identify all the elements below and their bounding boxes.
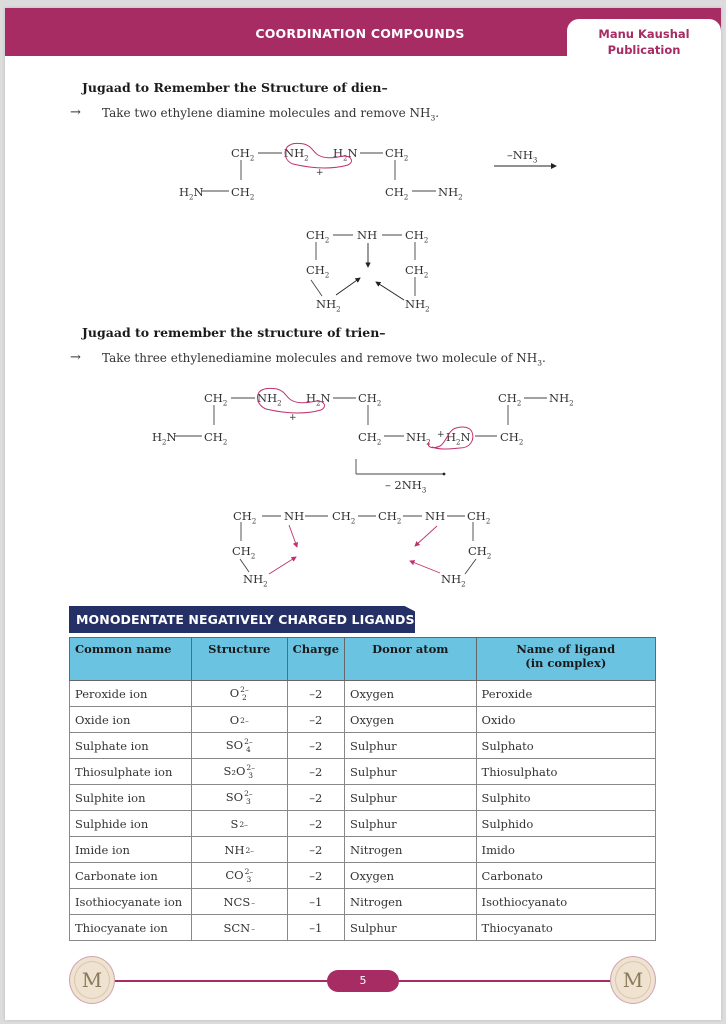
cell-ligand-name: Sulphito: [476, 785, 655, 811]
subscript: 2: [458, 193, 463, 202]
subscript: 2: [350, 517, 356, 526]
cell-charge: –2: [287, 785, 344, 811]
dien-ch2-a: [231, 146, 255, 163]
trien-plus-1: +: [289, 413, 297, 423]
cell-ligand-name: Isothiocyanato: [476, 889, 655, 915]
formula-part: 2–: [246, 762, 255, 772]
formula-part: 2–: [244, 788, 253, 798]
publisher-label: [567, 26, 721, 58]
dien-prod-nh2-1: [316, 297, 341, 314]
chem-atom: N: [347, 146, 358, 160]
chem-atom: NH: [243, 572, 264, 586]
dien-prod-ch2-1: [306, 228, 330, 245]
chem-atom: CH: [405, 228, 424, 242]
dien-nh2-d: [438, 185, 463, 202]
subscript: 2: [426, 438, 431, 447]
cell-ligand-name: Thiocyanato: [476, 915, 655, 941]
subscript: 2: [336, 305, 341, 314]
chem-atom: CH: [358, 430, 377, 444]
chem-atom: NH: [441, 572, 462, 586]
formula-part: 4: [245, 744, 251, 754]
chem-atom: CH: [358, 391, 377, 405]
trien-nh2-a: [257, 391, 282, 408]
dien-nh2-a: [284, 146, 309, 163]
chem-atom: CH: [231, 185, 250, 199]
cell-common-name: Peroxide ion: [70, 681, 192, 707]
table-row: [70, 863, 656, 889]
dien-heading: Jugaad to Remember the Structure of dien–: [82, 80, 388, 95]
table-row: [70, 785, 656, 811]
trien-heading: Jugaad to remember the structure of trien–: [82, 325, 386, 340]
trien-prod-nh-2: NH: [425, 509, 446, 523]
chem-atom: CH: [204, 391, 223, 405]
subscript: 2: [304, 154, 309, 163]
chem-atom: NH: [406, 430, 427, 444]
dien-instruction-text: Take two ethylene diamine molecules and remove NH: [102, 106, 431, 120]
cell-common-name: Thiocyanate ion: [70, 915, 192, 941]
subscript: 2: [249, 154, 255, 163]
cell-ligand-name: Carbonato: [476, 863, 655, 889]
subscript: 2: [461, 580, 466, 589]
chem-atom: H: [306, 391, 317, 405]
subscript: 2: [396, 517, 402, 526]
dien-ch2-b: [385, 146, 409, 163]
table-row: [70, 759, 656, 785]
cell-structure: SO 2– 3: [191, 785, 287, 811]
subscript: 2: [189, 193, 194, 202]
cell-ligand-name: Thiosulphato: [476, 759, 655, 785]
publisher-seal-icon: M: [69, 956, 115, 1004]
cell-common-name: Thiosulphate ion: [70, 759, 192, 785]
trien-ch2-f: [498, 391, 522, 408]
dien-prod-ch2-4: [405, 263, 429, 280]
subscript: 2: [376, 399, 382, 408]
cell-structure: NCS –: [191, 889, 287, 915]
dien-prod-ch2-2: [405, 228, 429, 245]
trien-reaction-label: [385, 478, 427, 495]
cell-donor-atom: Sulphur: [345, 759, 477, 785]
chem-atom: –NH: [507, 148, 533, 162]
cell-donor-atom: Nitrogen: [345, 837, 477, 863]
cell-structure: SCN –: [191, 915, 287, 941]
cell-ligand-name: Oxido: [476, 707, 655, 733]
subscript: 2: [251, 517, 257, 526]
subscript: 2: [403, 193, 409, 202]
dien-instruction: [102, 106, 440, 123]
subscript: 2: [222, 438, 228, 447]
trien-h2n-b: [306, 391, 331, 408]
subscript: 3: [430, 113, 436, 123]
table-row: [70, 681, 656, 707]
chem-atom: – 2NH: [385, 478, 422, 492]
cell-structure: S₂O 2– 3: [191, 759, 287, 785]
dien-h2n-a: [179, 185, 204, 202]
formula-part: 2–: [240, 715, 249, 725]
cell-donor-atom: Oxygen: [345, 863, 477, 889]
dien-prod-nh2-2: [405, 297, 430, 314]
trien-prod-ch2-5: [232, 544, 256, 561]
cell-structure: CO 2– 3: [191, 863, 287, 889]
formula-part: 2–: [239, 819, 248, 829]
dien-reaction-label: [507, 148, 538, 165]
chem-atom: N: [166, 430, 177, 444]
chem-atom: CH: [405, 263, 424, 277]
subscript: 2: [222, 399, 228, 408]
chem-atom: H: [446, 430, 457, 444]
chapter-title: COORDINATION COMPOUNDS: [255, 26, 465, 41]
dien-ch2-d: [385, 185, 409, 202]
cell-structure: O 2–: [191, 707, 287, 733]
dien-prod-nh: NH: [357, 228, 378, 242]
subscript: 2: [250, 552, 256, 561]
formula-part: 2: [242, 692, 247, 702]
subscript: 2: [277, 399, 282, 408]
chem-atom: CH: [385, 146, 404, 160]
trien-instruction-text: Take three ethylenediamine molecules and remove two molecule of NH: [102, 351, 538, 365]
trien-prod-ch2-3: [378, 509, 402, 526]
section-title: MONODENTATE NEGATIVELY CHARGED LIGANDS: [76, 612, 415, 627]
table-row: [70, 837, 656, 863]
period: .: [541, 351, 546, 365]
chem-atom: CH: [378, 509, 397, 523]
formula-part: 3: [246, 874, 252, 884]
cell-donor-atom: Oxygen: [345, 681, 477, 707]
cell-donor-atom: Oxygen: [345, 707, 477, 733]
cell-common-name: Oxide ion: [70, 707, 192, 733]
cell-charge: –2: [287, 837, 344, 863]
formula-part: [239, 821, 248, 829]
chem-atom: CH: [332, 509, 351, 523]
cell-charge: –2: [287, 681, 344, 707]
cell-donor-atom: Sulphur: [345, 733, 477, 759]
subscript: 2: [423, 271, 429, 280]
cell-ligand-name: Imido: [476, 837, 655, 863]
cell-donor-atom: Sulphur: [345, 811, 477, 837]
formula-part: [240, 686, 249, 702]
chem-atom: H: [333, 146, 344, 160]
chem-atom: CH: [204, 430, 223, 444]
subscript: 3: [537, 358, 542, 368]
cell-structure: O 2– 2: [191, 681, 287, 707]
cell-charge: –2: [287, 863, 344, 889]
cell-ligand-name: Sulphato: [476, 733, 655, 759]
chem-atom: N: [460, 430, 471, 444]
table-row: [70, 915, 656, 941]
trien-ch2-a: [204, 391, 228, 408]
period: .: [435, 106, 440, 120]
formula-part: [240, 717, 249, 725]
subscript: 2: [423, 236, 429, 245]
cell-common-name: Sulphide ion: [70, 811, 192, 837]
formula-part: 3: [245, 796, 251, 806]
chem-atom: CH: [306, 228, 325, 242]
table-row: [70, 707, 656, 733]
col-ligand-name: [476, 638, 655, 681]
formula-part: 2–: [245, 845, 255, 855]
trien-prod-ch2-4: [467, 509, 491, 526]
trien-nh2-d: [406, 430, 431, 447]
formula-part: [251, 925, 255, 933]
chem-atom: CH: [467, 509, 486, 523]
subscript: 2: [343, 154, 348, 163]
trien-prod-ch2-2: [332, 509, 356, 526]
table-row: [70, 811, 656, 837]
subscript: 2: [324, 236, 330, 245]
chem-atom: N: [320, 391, 331, 405]
cell-charge: –2: [287, 707, 344, 733]
subscript: 2: [376, 438, 382, 447]
formula-part: [244, 738, 253, 754]
cell-donor-atom: Nitrogen: [345, 889, 477, 915]
subscript: 3: [532, 156, 538, 165]
trien-prod-nh2-2: [441, 572, 466, 589]
trien-prod-ch2-1: [233, 509, 257, 526]
cell-charge: –1: [287, 915, 344, 941]
formula-part: [245, 868, 254, 884]
publisher-line-1: Manu Kaushal: [598, 27, 690, 41]
trien-nh2-f: [549, 391, 574, 408]
dien-h2n-b: [333, 146, 358, 163]
chem-atom: NH: [257, 391, 278, 405]
trien-h2n-e: [446, 430, 471, 447]
dien-ch2-c: [231, 185, 255, 202]
cell-common-name: Imide ion: [70, 837, 192, 863]
table-row: [70, 733, 656, 759]
chem-atom: CH: [233, 509, 252, 523]
subscript: 2: [324, 271, 330, 280]
trien-ch2-d: [358, 430, 382, 447]
cell-common-name: Sulphate ion: [70, 733, 192, 759]
col-structure: Structure: [191, 638, 287, 681]
subscript: 2: [316, 399, 321, 408]
bullet-arrow-icon: →: [70, 105, 81, 120]
trien-plus-2: +: [437, 430, 445, 440]
chem-atom: NH: [438, 185, 459, 199]
cell-charge: –2: [287, 733, 344, 759]
chem-atom: CH: [385, 185, 404, 199]
cell-donor-atom: Sulphur: [345, 785, 477, 811]
page-number: 5: [327, 970, 399, 992]
chem-atom: CH: [306, 263, 325, 277]
cell-charge: –2: [287, 811, 344, 837]
dien-prod-ch2-3: [306, 263, 330, 280]
chem-atom: H: [179, 185, 190, 199]
formula-part: Name of ligand: [516, 642, 616, 656]
subscript: 2: [486, 552, 492, 561]
publisher-line-2: Publication: [607, 43, 681, 57]
formula-part: 2–: [244, 736, 253, 746]
chem-atom: NH: [316, 297, 337, 311]
trien-prod-nh-1: NH: [284, 509, 305, 523]
formula-part: [244, 790, 253, 806]
subscript: 2: [569, 399, 574, 408]
chem-atom: CH: [468, 544, 487, 558]
subscript: 2: [249, 193, 255, 202]
formula-part: [251, 899, 255, 907]
cell-charge: –2: [287, 759, 344, 785]
publisher-seal-icon: M: [610, 956, 656, 1004]
col-charge: Charge: [287, 638, 344, 681]
cell-common-name: Isothiocyanate ion: [70, 889, 192, 915]
subscript: 2: [425, 305, 430, 314]
subscript: 2: [456, 438, 461, 447]
cell-common-name: Sulphite ion: [70, 785, 192, 811]
cell-structure: NH 2–: [191, 837, 287, 863]
trien-prod-ch2-6: [468, 544, 492, 561]
cell-ligand-name: Peroxide: [476, 681, 655, 707]
cell-common-name: Carbonate ion: [70, 863, 192, 889]
ligands-table: [69, 637, 656, 941]
formula-part: (in complex): [525, 656, 607, 670]
subscript: 2: [162, 438, 167, 447]
cell-charge: –1: [287, 889, 344, 915]
trien-prod-nh2-1: [243, 572, 268, 589]
dien-plus: +: [316, 168, 324, 178]
chem-atom: NH: [284, 146, 305, 160]
chem-atom: N: [193, 185, 204, 199]
bullet-arrow-icon: →: [70, 350, 81, 365]
col-donor-atom: Donor atom: [345, 638, 477, 681]
chem-atom: NH: [405, 297, 426, 311]
subscript: 2: [403, 154, 409, 163]
trien-ch2-c: [204, 430, 228, 447]
formula-part: –: [251, 897, 255, 907]
formula-part: [246, 764, 255, 780]
subscript: 2: [263, 580, 268, 589]
formula-part: 2–: [240, 684, 249, 694]
trien-instruction: [102, 351, 546, 368]
trien-h2n-a: [152, 430, 177, 447]
chem-atom: CH: [500, 430, 519, 444]
subscript: 2: [485, 517, 491, 526]
chem-atom: H: [152, 430, 163, 444]
table-header-row: [70, 638, 656, 681]
cell-structure: SO 2– 4: [191, 733, 287, 759]
formula-part: [246, 847, 255, 855]
formula-part: 3: [248, 770, 254, 780]
cell-structure: S 2–: [191, 811, 287, 837]
chem-atom: NH: [549, 391, 570, 405]
trien-ch2-b: [358, 391, 382, 408]
chem-atom: CH: [498, 391, 517, 405]
chem-atom: CH: [231, 146, 250, 160]
subscript: 2: [516, 399, 522, 408]
subscript: 3: [421, 486, 427, 495]
trien-ch2-e: [500, 430, 524, 447]
subscript: 2: [518, 438, 524, 447]
cell-donor-atom: Sulphur: [345, 915, 477, 941]
table-row: [70, 889, 656, 915]
formula-part: –: [251, 923, 255, 933]
col-common-name: Common name: [70, 638, 192, 681]
formula-part: 2–: [244, 866, 254, 876]
chem-atom: CH: [232, 544, 251, 558]
cell-ligand-name: Sulphido: [476, 811, 655, 837]
